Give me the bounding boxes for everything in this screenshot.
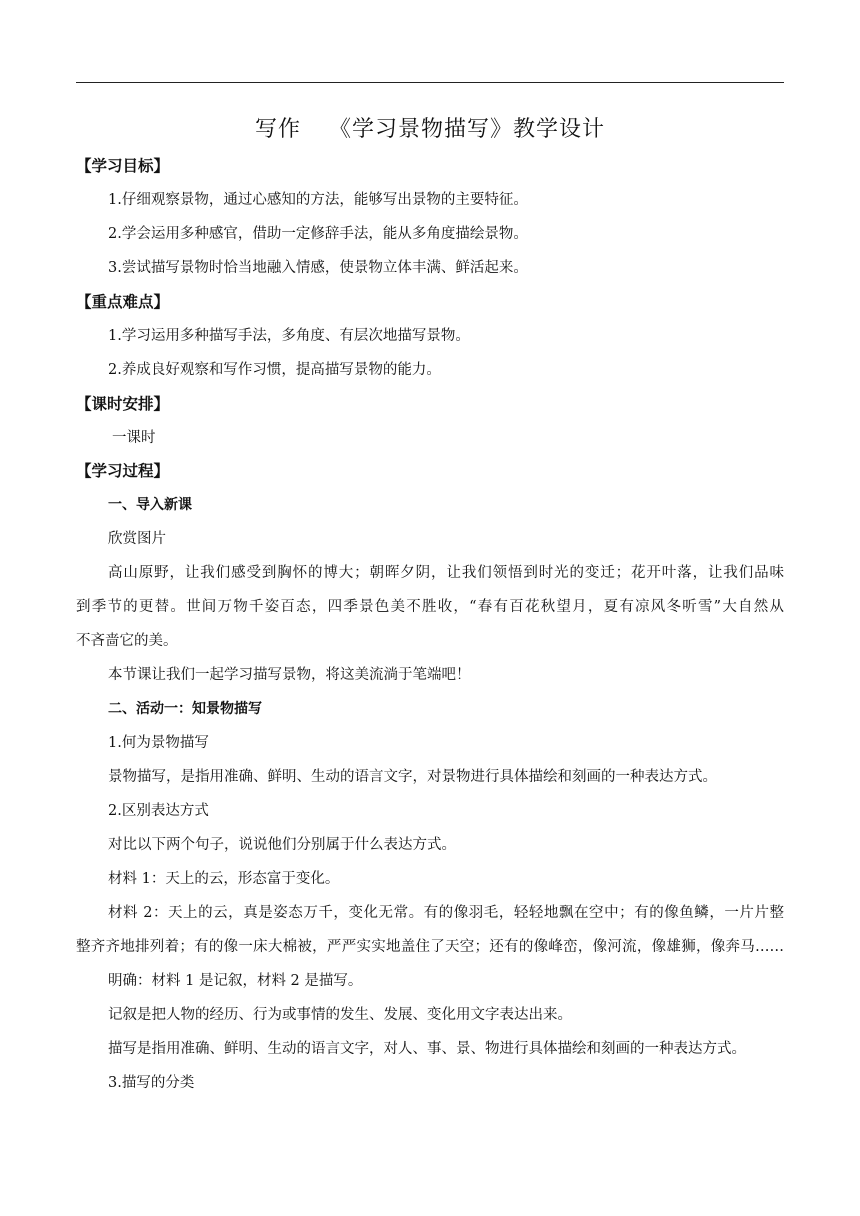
- key-points-heading: 【重点难点】: [76, 293, 170, 311]
- key-point-item-2: 2.养成良好观察和写作习惯，提高描写景物的能力。: [108, 362, 441, 378]
- step2-material2-line-2: 整齐齐地排列着；有的像一床大棉被，严严实实地盖住了天空；还有的像峰峦，像河流，像雄狮，像奔马……: [76, 939, 784, 955]
- step2-material2-line-1: 材料 2：天上的云，真是姿态万千，变化无常。有的像羽毛，轻轻地飘在空中；有的像鱼鳞，一片片整: [108, 905, 784, 921]
- step2-compare: 对比以下两个句子，说说他们分别属于什么表达方式。: [108, 837, 456, 853]
- step1-title: 一、导入新课: [108, 497, 192, 513]
- goals-heading: 【学习目标】: [76, 157, 170, 175]
- step2-material1: 材料 1：天上的云，形态富于变化。: [108, 871, 340, 887]
- header-rule: [76, 82, 784, 83]
- step1-para-line-1: 高山原野，让我们感受到胸怀的博大；朝晖夕阴，让我们领悟到时光的变迁；花开叶落，让我们品味: [108, 565, 784, 581]
- step1-para-line-2: 到季节的更替。世间万物千姿百态，四季景色美不胜收，“春有百花秋望月，夏有凉风冬听雪”大自然从: [76, 599, 784, 615]
- title-part2: 《学习景物描写》教学设计: [329, 117, 606, 142]
- step2-q3: 3.描写的分类: [108, 1075, 195, 1091]
- goal-item-2: 2.学会运用多种感官，借助一定修辞手法，能从多角度描绘景物。: [108, 226, 528, 242]
- page-title: [0, 112, 860, 143]
- schedule-text: 一课时: [112, 430, 156, 446]
- schedule-heading: 【课时安排】: [76, 395, 170, 413]
- step1-sub: 欣赏图片: [108, 531, 166, 547]
- step1-para-line-3: 不吝啬它的美。: [76, 633, 178, 649]
- step2-narration-def: 记叙是把人物的经历、行为或事情的发生、发展、变化用文字表达出来。: [108, 1007, 572, 1023]
- step2-clarify: 明确：材料 1 是记叙，材料 2 是描写。: [108, 973, 363, 989]
- step2-description-def: 描写是指用准确、鲜明、生动的语言文字，对人、事、景、物进行具体描绘和刻画的一种表达方式。: [108, 1041, 746, 1057]
- process-heading: 【学习过程】: [76, 462, 170, 480]
- step2-q2: 2.区别表达方式: [108, 803, 209, 819]
- step1-closing: 本节课让我们一起学习描写景物，将这美流淌于笔端吧！: [108, 667, 471, 683]
- step2-a1: 景物描写，是指用准确、鲜明、生动的语言文字，对景物进行具体描绘和刻画的一种表达方式。: [108, 769, 717, 785]
- step2-title: 二、活动一：知景物描写: [108, 701, 262, 717]
- key-point-item-1: 1.学习运用多种描写手法，多角度、有层次地描写景物。: [108, 328, 470, 344]
- goal-item-1: 1.仔细观察景物，通过心感知的方法，能够写出景物的主要特征。: [108, 192, 528, 208]
- goal-item-3: 3.尝试描写景物时恰当地融入情感，使景物立体丰满、鲜活起来。: [108, 260, 528, 276]
- step2-q1: 1.何为景物描写: [108, 735, 209, 751]
- title-part1: 写作: [254, 117, 301, 142]
